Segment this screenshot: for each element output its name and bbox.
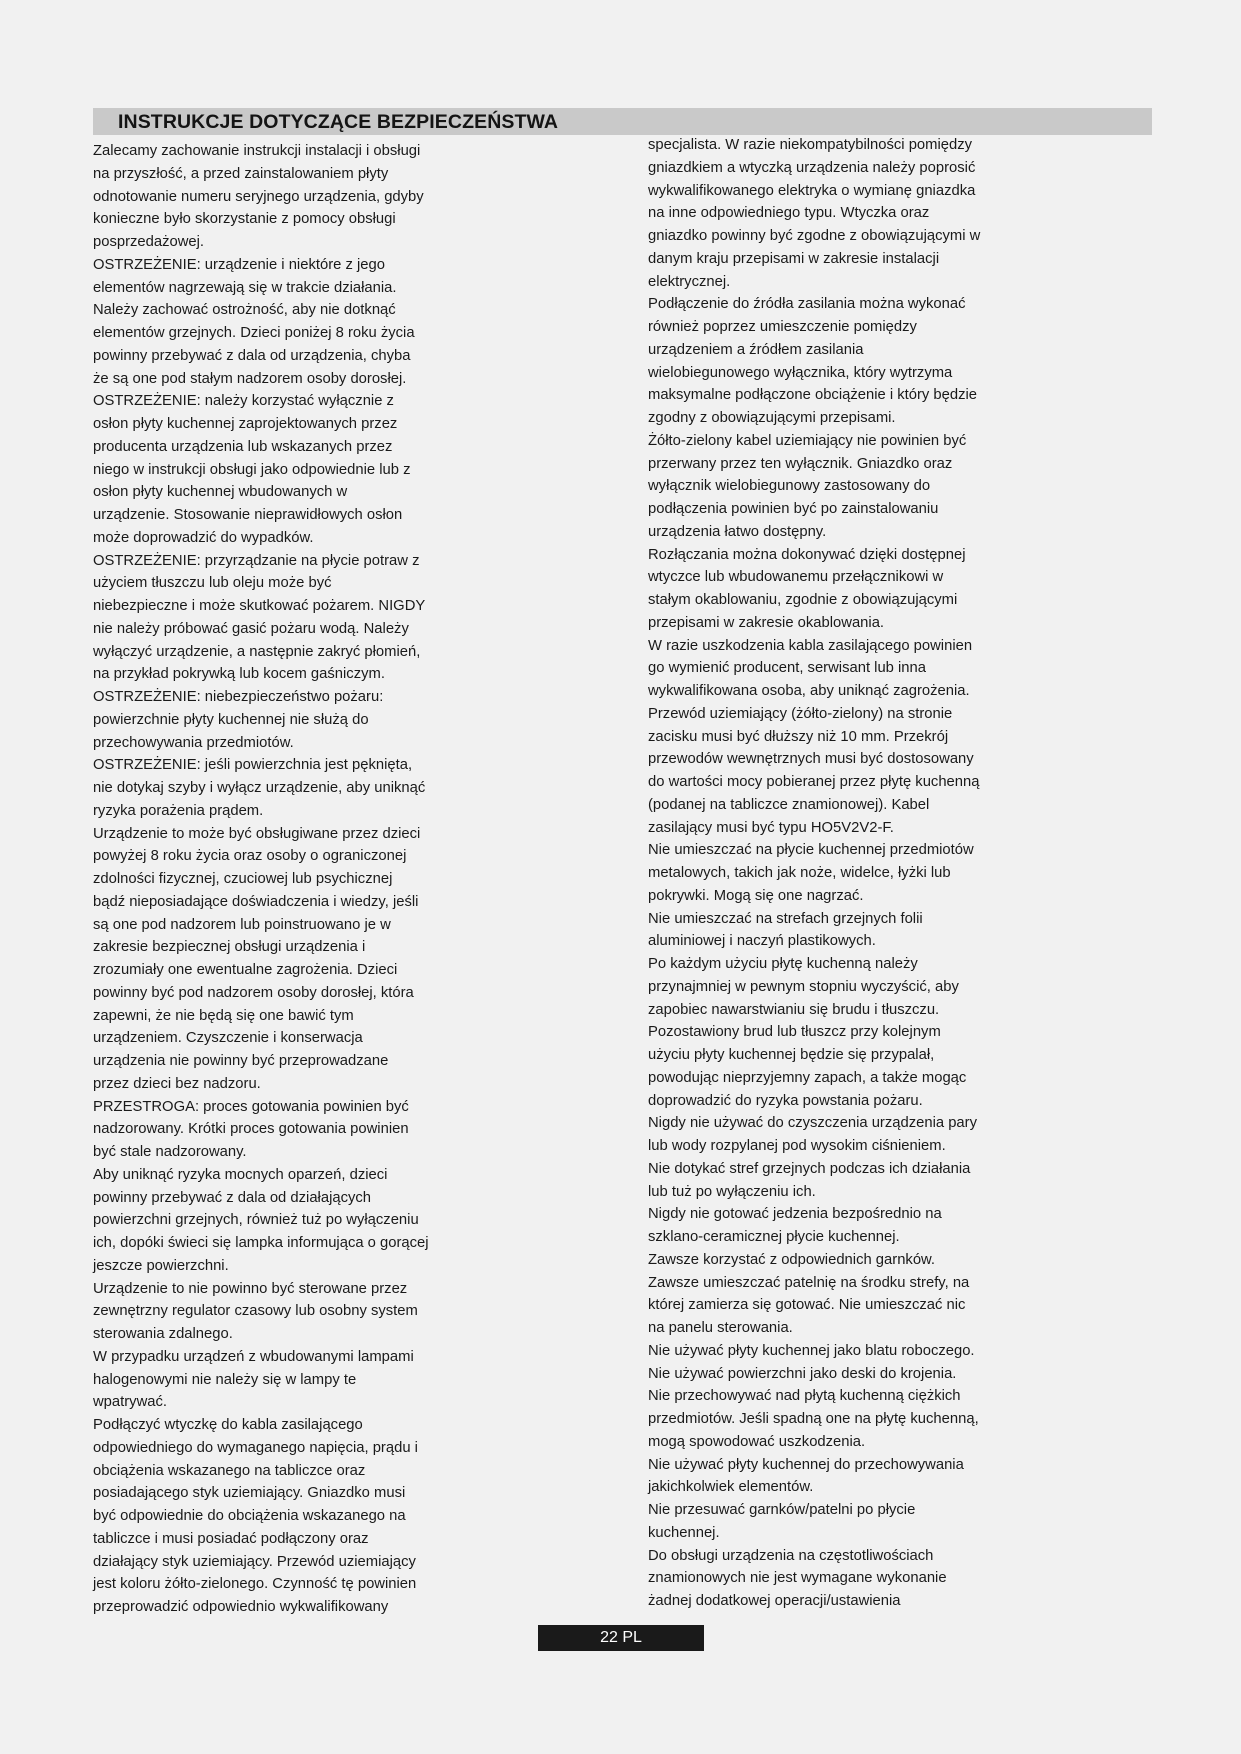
text-line: być stale nadzorowany. (93, 1144, 247, 1160)
text-line: Do obsługi urządzenia na częstotliwościach (648, 1547, 934, 1564)
text-line: specjalista. W razie niekompatybilności pomiędzy (648, 137, 973, 153)
text-line: znamionowych nie jest wymagane wykonanie (648, 1570, 947, 1587)
text-line: szklano-ceramicznej płycie kuchennej. (648, 1229, 900, 1245)
text-line: Podłączenie do źródła zasilania można wykonać (648, 296, 966, 313)
text-line: OSTRZEŻENIE: urządzenie i niektóre z jego (93, 256, 385, 273)
text-line: urządzenia nie powinny być przeprowadzane (93, 1053, 389, 1069)
text-line: zapobiec nawarstwianiu się brudu i tłuszczu. (648, 1001, 940, 1018)
text-line: przez dzieci bez nadzoru. (93, 1075, 261, 1092)
text-line: odpowiedniego do wymaganego napięcia, prądu i (93, 1439, 418, 1456)
text-line: zgodny z obowiązującymi przepisami. (648, 410, 896, 426)
text-line: PRZESTROGA: proces gotowania powinien być (93, 1098, 409, 1115)
text-line: doprowadzić do ryzyka powstania pożaru. (648, 1092, 923, 1109)
text-line: Przewód uziemiający (żółto-zielony) na stronie (648, 705, 953, 722)
text-line: wykwalifikowanego elektryka o wymianę gniazdka (648, 182, 976, 199)
text-line: na panelu sterowania. (648, 1320, 793, 1336)
text-line: posiadającego styk uziemiający. Gniazdko musi (93, 1485, 406, 1502)
text-line: urządzeniem a źródłem zasilania (648, 341, 864, 358)
text-line: niebezpieczne i może skutkować pożarem. NIGDY (93, 598, 426, 614)
text-line: metalowych, takich jak noże, widelce, łyżki lub (648, 865, 951, 881)
text-line: powyżej 8 roku życia oraz osoby o ograniczonej (93, 848, 407, 865)
text-line: kuchennej. (648, 1524, 720, 1541)
text-line: jakichkolwiek elementów. (648, 1479, 814, 1496)
text-line: zacisku musi być dłuższy niż 10 mm. Przekrój (648, 728, 949, 745)
text-line: (podanej na tabliczce znamionowej). Kabel (648, 796, 930, 813)
text-line: być odpowiednie do obciążenia wskazanego na (93, 1508, 406, 1524)
text-line: obciążenia wskazanego na tabliczce oraz (93, 1462, 366, 1479)
text-line: ich, dopóki świeci się lampka informująca o gorącej (93, 1235, 429, 1251)
text-line: Nigdy nie używać do czyszczenia urządzenia pary (648, 1115, 977, 1132)
text-line: Nie umieszczać na strefach grzejnych folii (648, 910, 923, 927)
text-line: W razie uszkodzenia kabla zasilającego powinien (648, 637, 973, 654)
text-line: może doprowadzić do wypadków. (93, 529, 314, 546)
text-line: ryzyka porażenia prądem. (93, 802, 264, 819)
text-line: Po każdym użyciu płytę kuchenną należy (648, 956, 918, 972)
text-line: lub tuż po wyłączeniu ich. (648, 1183, 816, 1200)
text-line: odnotowanie numeru seryjnego urządzenia, gdyby (93, 188, 424, 205)
text-line: Zalecamy zachowanie instrukcji instalacji i obsługi (93, 143, 421, 159)
left-text-column (93, 140, 613, 1619)
text-line: stałym okablowaniu, zgodnie z obowiązującymi (648, 592, 958, 608)
text-line: Nie przechowywać nad płytą kuchenną ciężkich (648, 1388, 961, 1405)
right-text-column (648, 134, 1168, 1613)
text-line: Żółto-zielony kabel uziemiający nie powinien być (648, 432, 967, 449)
text-line: mogą spowodować uszkodzenia. (648, 1433, 866, 1450)
text-line: podłączenia powinien być po zainstalowaniu (648, 501, 939, 517)
text-line: wyłącznik wielobiegunowy zastosowany do (648, 478, 931, 495)
text-line: elementów grzejnych. Dzieci poniżej 8 roku życia (93, 325, 415, 341)
text-line: są one pod nadzorem lub poinstruowano je w (93, 916, 391, 933)
text-line: zdolności fizycznej, czuciowej lub psychicznej (93, 871, 393, 887)
text-line: tabliczce i musi posiadać podłączony oraz (93, 1530, 369, 1547)
text-line: OSTRZEŻENIE: jeśli powierzchnia jest pęknięta, (93, 757, 413, 774)
text-line: jest koloru żółto-zielonego. Czynność tę powinien (93, 1576, 417, 1593)
text-line: wtyczce lub wbudowanemu przełącznikowi w (648, 569, 944, 586)
text-line: nadzorowany. Krótki proces gotowania powinien (93, 1121, 409, 1138)
text-line: go wymienić producent, serwisant lub inna (648, 660, 926, 677)
text-line: Nie używać płyty kuchennej jako blatu roboczego. (648, 1342, 975, 1359)
text-line: Urządzenie to nie powinno być sterowane przez (93, 1280, 408, 1297)
text-line: producenta urządzenia lub wskazanych przez (93, 438, 393, 455)
text-line: powinny przebywać z dala od urządzenia, chyba (93, 347, 411, 364)
text-line: OSTRZEŻENIE: przyrządzanie na płycie potraw z (93, 552, 420, 569)
text-line: Nie przesuwać garnków/patelni po płycie (648, 1502, 916, 1518)
text-line: Podłączyć wtyczkę do kabla zasilającego (93, 1417, 363, 1433)
text-line: użyciem tłuszczu lub oleju może być (93, 575, 332, 592)
text-line: Zawsze umieszczać patelnię na środku strefy, na (648, 1274, 970, 1291)
text-line: nie dotykaj szyby i wyłącz urządzenie, aby uniknąć (93, 780, 426, 796)
text-line: osłon płyty kuchennej zaprojektowanych przez (93, 416, 398, 432)
text-line: przepisami w zakresie okablowania. (648, 614, 885, 631)
text-line: danym kraju przepisami w zakresie instalacji (648, 250, 940, 267)
text-line: lub wody rozpylanej pod wysokim ciśnieniem. (648, 1138, 946, 1154)
text-line: elementów nagrzewają się w trakcie działania. (93, 279, 397, 296)
text-line: na przyszłość, a przed zainstalowaniem płyty (93, 165, 389, 182)
text-line: powierzchni grzejnych, również tuż po wyłączeniu (93, 1212, 419, 1229)
text-line: wykwalifikowana osoba, aby uniknąć zagrożenia. (648, 683, 970, 699)
text-line: osłon płyty kuchennej wbudowanych w (93, 484, 348, 501)
page-number: 22 PL (538, 1625, 704, 1651)
text-line: na przykład pokrywką lub kocem gaśniczym. (93, 666, 385, 683)
text-line: Pozostawiony brud lub tłuszcz przy kolejnym (648, 1024, 941, 1041)
text-line: również poprzez umieszczenie pomiędzy (648, 319, 917, 335)
text-line: powinny przebywać z dala od działających (93, 1189, 372, 1206)
text-line: przerwany przez ten wyłącznik. Gniazdko oraz (648, 455, 953, 472)
text-line: zakresie bezpiecznej obsługi urządzenia i (93, 939, 366, 956)
text-line: gniazdkiem a wtyczką urządzenia należy poprosić (648, 159, 976, 176)
text-line: niego w instrukcji obsługi jako odpowiednie lub z (93, 461, 411, 478)
text-line: przewodów wewnętrznych musi być dostosowany (648, 751, 974, 768)
text-line: Nie używać powierzchni jako deski do krojenia. (648, 1365, 957, 1382)
text-line: Nie umieszczać na płycie kuchennej przedmiotów (648, 842, 974, 859)
text-line: posprzedażowej. (93, 234, 205, 250)
text-line: przynajmniej w pewnym stopniu wyczyścić, aby (648, 978, 959, 995)
text-line: przeprowadzić odpowiednio wykwalifikowany (93, 1599, 389, 1615)
text-line: bądź nieposiadające doświadczenia i wiedzy, jeśli (93, 893, 419, 910)
text-line: aluminiowej i naczyń plastikowych. (648, 933, 876, 950)
text-line: konieczne było skorzystanie z pomocy obsługi (93, 211, 396, 228)
text-line: urządzenia łatwo dostępny. (648, 523, 827, 540)
text-line: użyciu płyty kuchennej będzie się przypalał, (648, 1047, 935, 1063)
text-line: żadnej dodatkowej operacji/ustawienia (648, 1593, 901, 1609)
text-line: wyłączyć urządzenie, a następnie zakryć płomień, (93, 643, 421, 660)
text-line: Rozłączania można dokonywać dzięki dostępnej (648, 546, 966, 563)
text-line: zasilający musi być typu HO5V2V2-F. (648, 819, 894, 836)
text-line: maksymalne podłączone obciążenie i który będzie (648, 387, 977, 404)
text-line: że są one pod stałym nadzorem osoby dorosłej. (93, 370, 407, 387)
text-line: Należy zachować ostrożność, aby nie dotknąć (93, 302, 396, 319)
text-line: przechowywania przedmiotów. (93, 734, 294, 751)
text-line: działający styk uziemiający. Przewód uziemiający (93, 1553, 416, 1570)
text-line: zrozumiały one ewentualne zagrożenia. Dzieci (93, 962, 398, 978)
text-line: wielobiegunowego wyłącznika, który wytrzyma (648, 364, 953, 381)
text-line: Zawsze korzystać z odpowiednich garnków. (648, 1251, 936, 1268)
text-line: Nie dotykać stref grzejnych podczas ich działania (648, 1160, 971, 1177)
text-line: urządzeniem. Czyszczenie i konserwacja (93, 1030, 363, 1047)
text-line: zewnętrzny regulator czasowy lub osobny system (93, 1303, 418, 1320)
text-line: na inne odpowiedniego typu. Wtyczka oraz (648, 205, 930, 222)
text-line: Nigdy nie gotować jedzenia bezpośrednio na (648, 1206, 942, 1223)
text-line: której zamierza się gotować. Nie umieszczać nic (648, 1297, 966, 1314)
text-line: Urządzenie to może być obsługiwane przez dzieci (93, 825, 421, 842)
text-line: do wartości mocy pobieranej przez płytę kuchenną (648, 774, 980, 790)
text-line: elektrycznej. (648, 273, 731, 290)
text-line: sterowania zdalnego. (93, 1326, 233, 1342)
text-line: jeszcze powierzchni. (93, 1257, 229, 1274)
text-line: OSTRZEŻENIE: należy korzystać wyłącznie z (93, 393, 394, 410)
text-line: powodując nieprzyjemny zapach, a także mogąc (648, 1069, 967, 1086)
text-line: urządzenie. Stosowanie nieprawidłowych osłon (93, 507, 403, 523)
text-line: Nie używać płyty kuchennej do przechowywania (648, 1456, 964, 1473)
text-line: halogenowymi nie należy się w lampy te (93, 1371, 357, 1388)
text-line: gniazdko powinny być zgodne z obowiązującymi w (648, 228, 981, 244)
text-line: przedmiotów. Jeśli spadną one na płytę kuchenną, (648, 1411, 979, 1427)
text-line: powinny być pod nadzorem osoby dorosłej, która (93, 984, 414, 1001)
text-line: nie należy próbować gasić pożaru wodą. Należy (93, 620, 409, 637)
text-line: zapewni, że nie będą się one bawić tym (93, 1007, 354, 1024)
text-line: Aby uniknąć ryzyka mocnych oparzeń, dzieci (93, 1166, 388, 1183)
text-line: W przypadku urządzeń z wbudowanymi lampami (93, 1348, 414, 1365)
text-line: OSTRZEŻENIE: niebezpieczeństwo pożaru: (93, 689, 384, 705)
text-line: pokrywki. Mogą się one nagrzać. (648, 887, 864, 904)
text-line: wpatrywać. (93, 1394, 168, 1411)
section-title: INSTRUKCJE DOTYCZĄCE BEZPIECZEŃSTWA (118, 111, 559, 133)
text-line: powierzchnie płyty kuchennej nie służą do (93, 711, 369, 728)
